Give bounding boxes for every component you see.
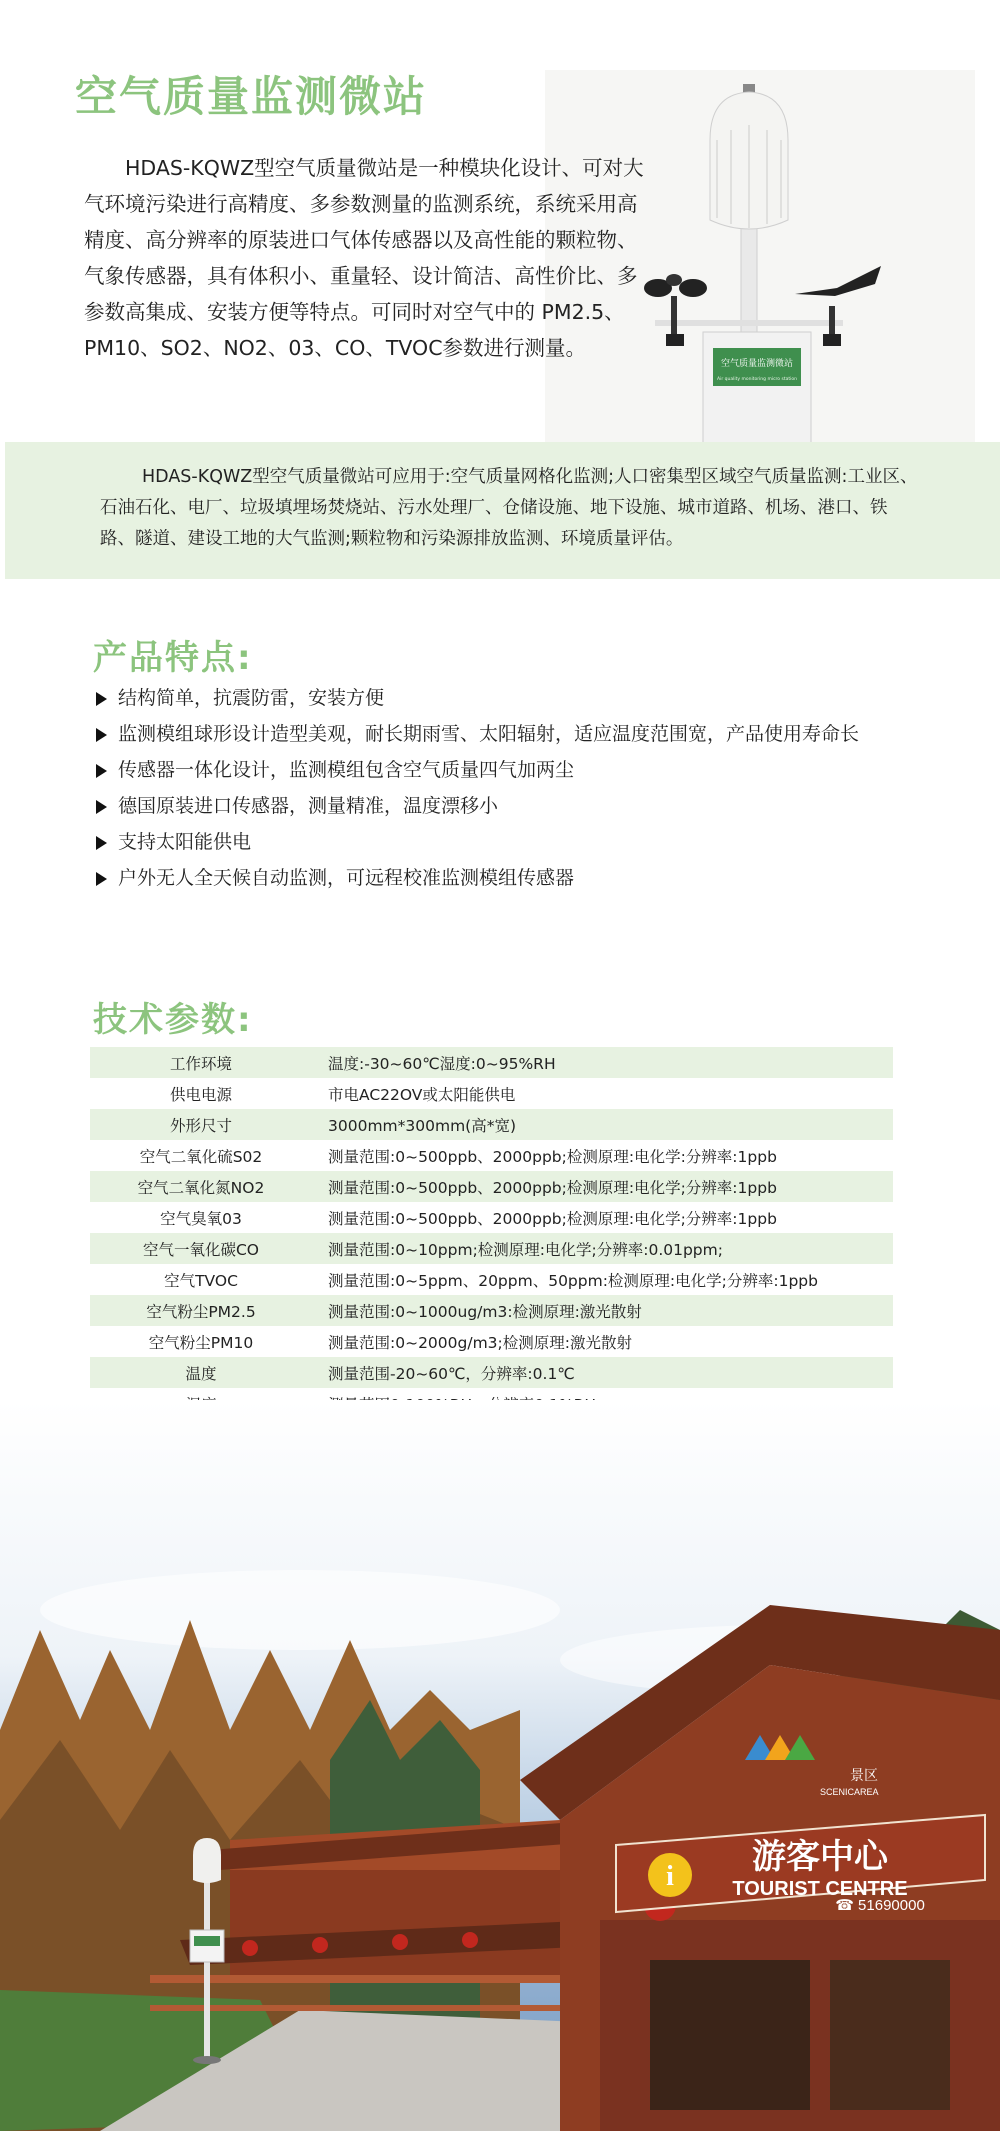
scenic-en: SCENICAREA xyxy=(820,1787,879,1797)
spec-value: 测量范围:0~500ppb、2000ppb;检测原理:电化学:分辨率:1ppb xyxy=(328,1147,777,1166)
bullet-triangle-icon xyxy=(96,872,107,886)
spec-value: 测量范围-20~60℃，分辨率:0.1℃ xyxy=(312,1357,893,1388)
tourist-centre-scene xyxy=(0,1400,1000,2131)
spec-key: 空气粉尘PM2.5 xyxy=(90,1295,312,1326)
scene-photo xyxy=(0,1400,1000,2131)
spec-value: 3000mm*300mm(高*宽) xyxy=(312,1109,893,1140)
bullet-triangle-icon xyxy=(96,764,107,778)
sign-subtitle: TOURIST CENTRE xyxy=(732,1878,908,1900)
spec-key: 工作环境 xyxy=(90,1047,312,1078)
table-row xyxy=(90,1202,893,1233)
spec-value: 测量范围:0~10ppm;检测原理:电化学;分辨率:0.01ppm; xyxy=(312,1233,893,1264)
list-item: 德国原装进口传感器，测量精准，温度漂移小 xyxy=(96,788,896,824)
spec-value: 测量范围:0~1000ug/m3:检测原理:激光散射 xyxy=(312,1295,893,1326)
table-row xyxy=(90,1078,893,1109)
spec-key: 空气二氧化氮NO2 xyxy=(90,1171,312,1202)
bullet-triangle-icon xyxy=(96,800,107,814)
table-row xyxy=(90,1295,893,1326)
table-row xyxy=(90,1357,893,1388)
spec-value: 测量范围:0~500ppb、2000ppb;检测原理:电化学;分辨率:1ppb xyxy=(312,1171,893,1202)
spec-key: 空气一氧化碳CO xyxy=(90,1233,312,1264)
table-row xyxy=(90,1140,893,1171)
list-item: 监测模组球形设计造型美观，耐长期雨雪、太阳辐射，适应温度范围宽，产品使用寿命长 xyxy=(96,716,868,752)
spec-value: 温度:-30~60℃湿度:0~95%RH xyxy=(312,1047,893,1078)
info-icon-letter: i xyxy=(666,1861,674,1892)
list-item: 传感器一体化设计，监测模组包含空气质量四气加两尘 xyxy=(96,752,896,788)
sign-phone: ☎ 51690000 xyxy=(835,1897,925,1914)
spec-key: 供电电源 xyxy=(169,1085,232,1104)
bullet-triangle-icon xyxy=(96,836,107,850)
table-row xyxy=(90,1109,893,1140)
intro-paragraph: HDAS-KQWZ型空气质量微站是一种模块化设计、可对大气环境污染进行高精度、多参数测量的监测系统，系统采用高精度、高分辨率的原装进口气体传感器以及高性能的颗粒物、气象传感器，具有体积小、重量轻、设计简洁、高性价比、多参数高集成、安装方便等特点。可同时对空气中的 PM2.5、PM10、SO2、NO2、03、CO、TVOC参数进行测量。 xyxy=(84,156,644,360)
table-row xyxy=(90,1047,893,1078)
bullet-triangle-icon xyxy=(96,692,107,706)
list-item: 结构简单，抗震防雷，安装方便 xyxy=(96,680,896,716)
spec-value: 测量范围:0~5ppm、20ppm、50ppm:检测原理:电化学;分辨率:1ppb xyxy=(328,1271,818,1290)
table-row xyxy=(90,1326,893,1357)
specs-title: 技术参数: xyxy=(93,1000,253,1040)
device-label-cn: 空气质量监测微站 xyxy=(720,359,794,369)
bullet-triangle-icon xyxy=(96,728,107,742)
page-title: 空气质量监测微站 xyxy=(75,72,428,121)
spec-key: 空气臭氧03 xyxy=(160,1209,242,1228)
features-list xyxy=(96,680,896,896)
table-row xyxy=(90,1233,893,1264)
spec-key: 空气二氧化硫S02 xyxy=(139,1147,263,1166)
application-text: HDAS-KQWZ型空气质量微站可应用于:空气质量网格化监测;人口密集型区域空气质量监测:工业区、石油石化、电厂、垃圾填埋场焚烧站、污水处理厂、仓储设施、地下设施、城市道路、机场、港口、铁路、隧道、建设工地的大气监测;颗粒物和污染源排放监测、环境质量评估。 xyxy=(100,467,918,549)
device-label-en: Air quality monitoring micro station xyxy=(717,377,797,382)
list-item: 户外无人全天候自动监测，可远程校准监测模组传感器 xyxy=(96,860,896,896)
sign-title: 游客中心 xyxy=(752,1837,888,1877)
spec-value: 测量范围:0~500ppb、2000ppb;检测原理:电化学;分辨率:1ppb xyxy=(328,1209,777,1228)
anemometer-icon xyxy=(644,274,707,346)
spec-key: 空气TVOC xyxy=(164,1271,238,1290)
sensor-dome xyxy=(710,84,788,229)
spec-value: 测量范围:0~2000g/m3;检测原理:激光散射 xyxy=(328,1333,632,1352)
table-row xyxy=(90,1171,893,1202)
list-item: 支持太阳能供电 xyxy=(96,824,896,860)
spec-key: 外形尺寸 xyxy=(90,1109,312,1140)
spec-value: 市电AC22OV或太阳能供电 xyxy=(328,1085,516,1104)
spec-key: 空气粉尘PM10 xyxy=(148,1333,254,1352)
scenic-cn: 景区 xyxy=(850,1768,878,1784)
spec-key: 温度 xyxy=(90,1357,312,1388)
features-title: 产品特点: xyxy=(93,638,253,678)
table-row xyxy=(90,1264,893,1295)
